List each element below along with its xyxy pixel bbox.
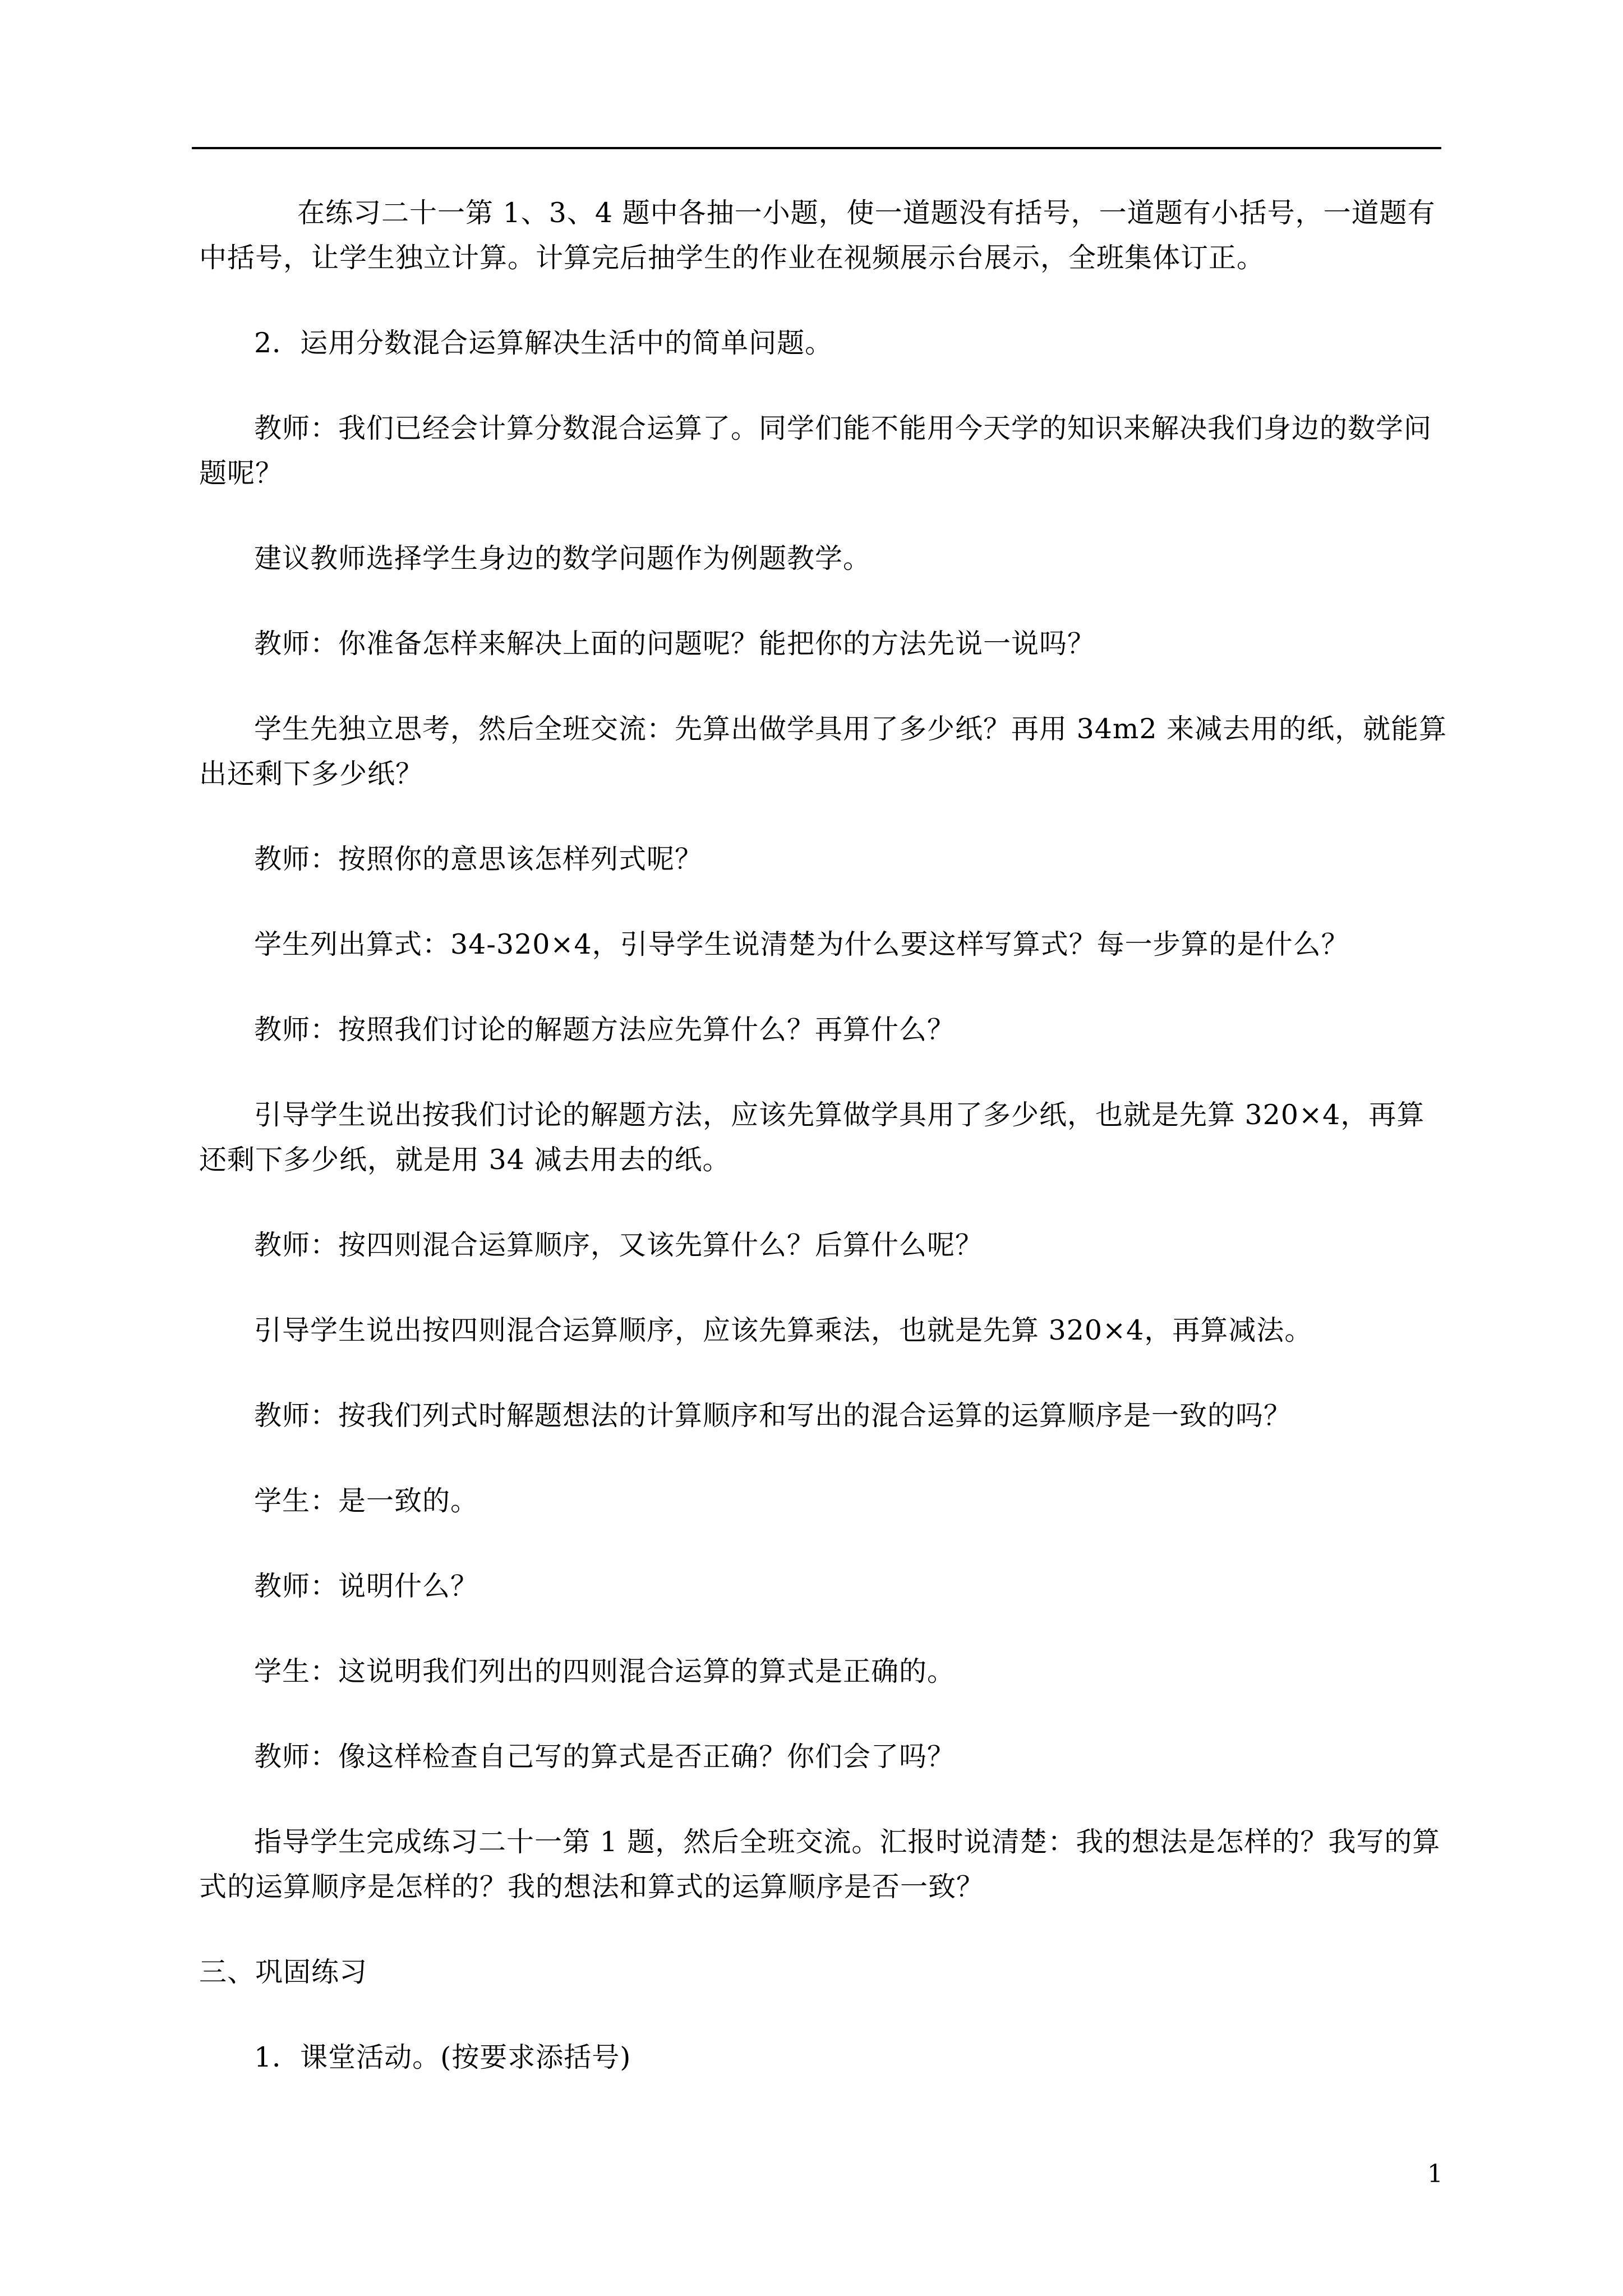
paragraph: 引导学生说出按我们讨论的解题方法，应该先算做学具用了多少纸，也就是先算 320×4，再算还剩下多少纸，就是用 34 减去用去的纸。 xyxy=(199,1099,1425,1176)
document-body xyxy=(199,191,1450,2120)
paragraph: 学生：是一致的。 xyxy=(254,1485,479,1517)
paragraph: 学生：这说明我们列出的四则混合运算的算式是正确的。 xyxy=(254,1655,956,1687)
paragraph: 教师：说明什么？ xyxy=(254,1570,479,1602)
paragraph: 2．运用分数混合运算解决生活中的简单问题。 xyxy=(254,327,833,359)
paragraph: 学生先独立思考，然后全班交流：先算出做学具用了多少纸？再用 34m2 来减去用的纸，就能算出还剩下多少纸？ xyxy=(199,713,1447,790)
section-heading: 三、巩固练习 xyxy=(199,1956,368,1988)
paragraph: 引导学生说出按四则混合运算顺序，应该先算乘法，也就是先算 320×4，再算减法。 xyxy=(254,1314,1313,1346)
page-number: 1 xyxy=(1427,2160,1443,2188)
paragraph: 1．课堂活动。(按要求添括号) xyxy=(254,2041,631,2073)
paragraph: 教师：像这样检查自己写的算式是否正确？你们会了吗？ xyxy=(254,1741,956,1773)
paragraph: 教师：你准备怎样来解决上面的问题呢？能把你的方法先说一说吗？ xyxy=(254,628,1096,660)
paragraph: 建议教师选择学生身边的数学问题作为例题教学。 xyxy=(254,542,872,574)
header-rule xyxy=(192,147,1441,149)
paragraph: 教师：按四则混合运算顺序，又该先算什么？后算什么呢？ xyxy=(254,1229,984,1261)
paragraph: 学生列出算式：34-320×4，引导学生说清楚为什么要这样写算式？每一步算的是什么？ xyxy=(254,928,1349,960)
paragraph: 教师：按照我们讨论的解题方法应先算什么？再算什么？ xyxy=(254,1014,956,1046)
paragraph: 教师：按照你的意思该怎样列式呢？ xyxy=(254,843,703,875)
paragraph: 教师：我们已经会计算分数混合运算了。同学们能不能用今天学的知识来解决我们身边的数学问题呢？ xyxy=(199,412,1432,489)
paragraph: 在练习二十一第 1、3、4 题中各抽一小题，使一道题没有括号，一道题有小括号，一道题有中括号，让学生独立计算。计算完后抽学生的作业在视频展示台展示，全班集体订正。 xyxy=(199,197,1436,274)
paragraph: 教师：按我们列式时解题想法的计算顺序和写出的混合运算的运算顺序是一致的吗？ xyxy=(254,1400,1292,1432)
paragraph: 指导学生完成练习二十一第 1 题，然后全班交流。汇报时说清楚：我的想法是怎样的？我写的算式的运算顺序是怎样的？我的想法和算式的运算顺序是否一致？ xyxy=(199,1826,1441,1903)
